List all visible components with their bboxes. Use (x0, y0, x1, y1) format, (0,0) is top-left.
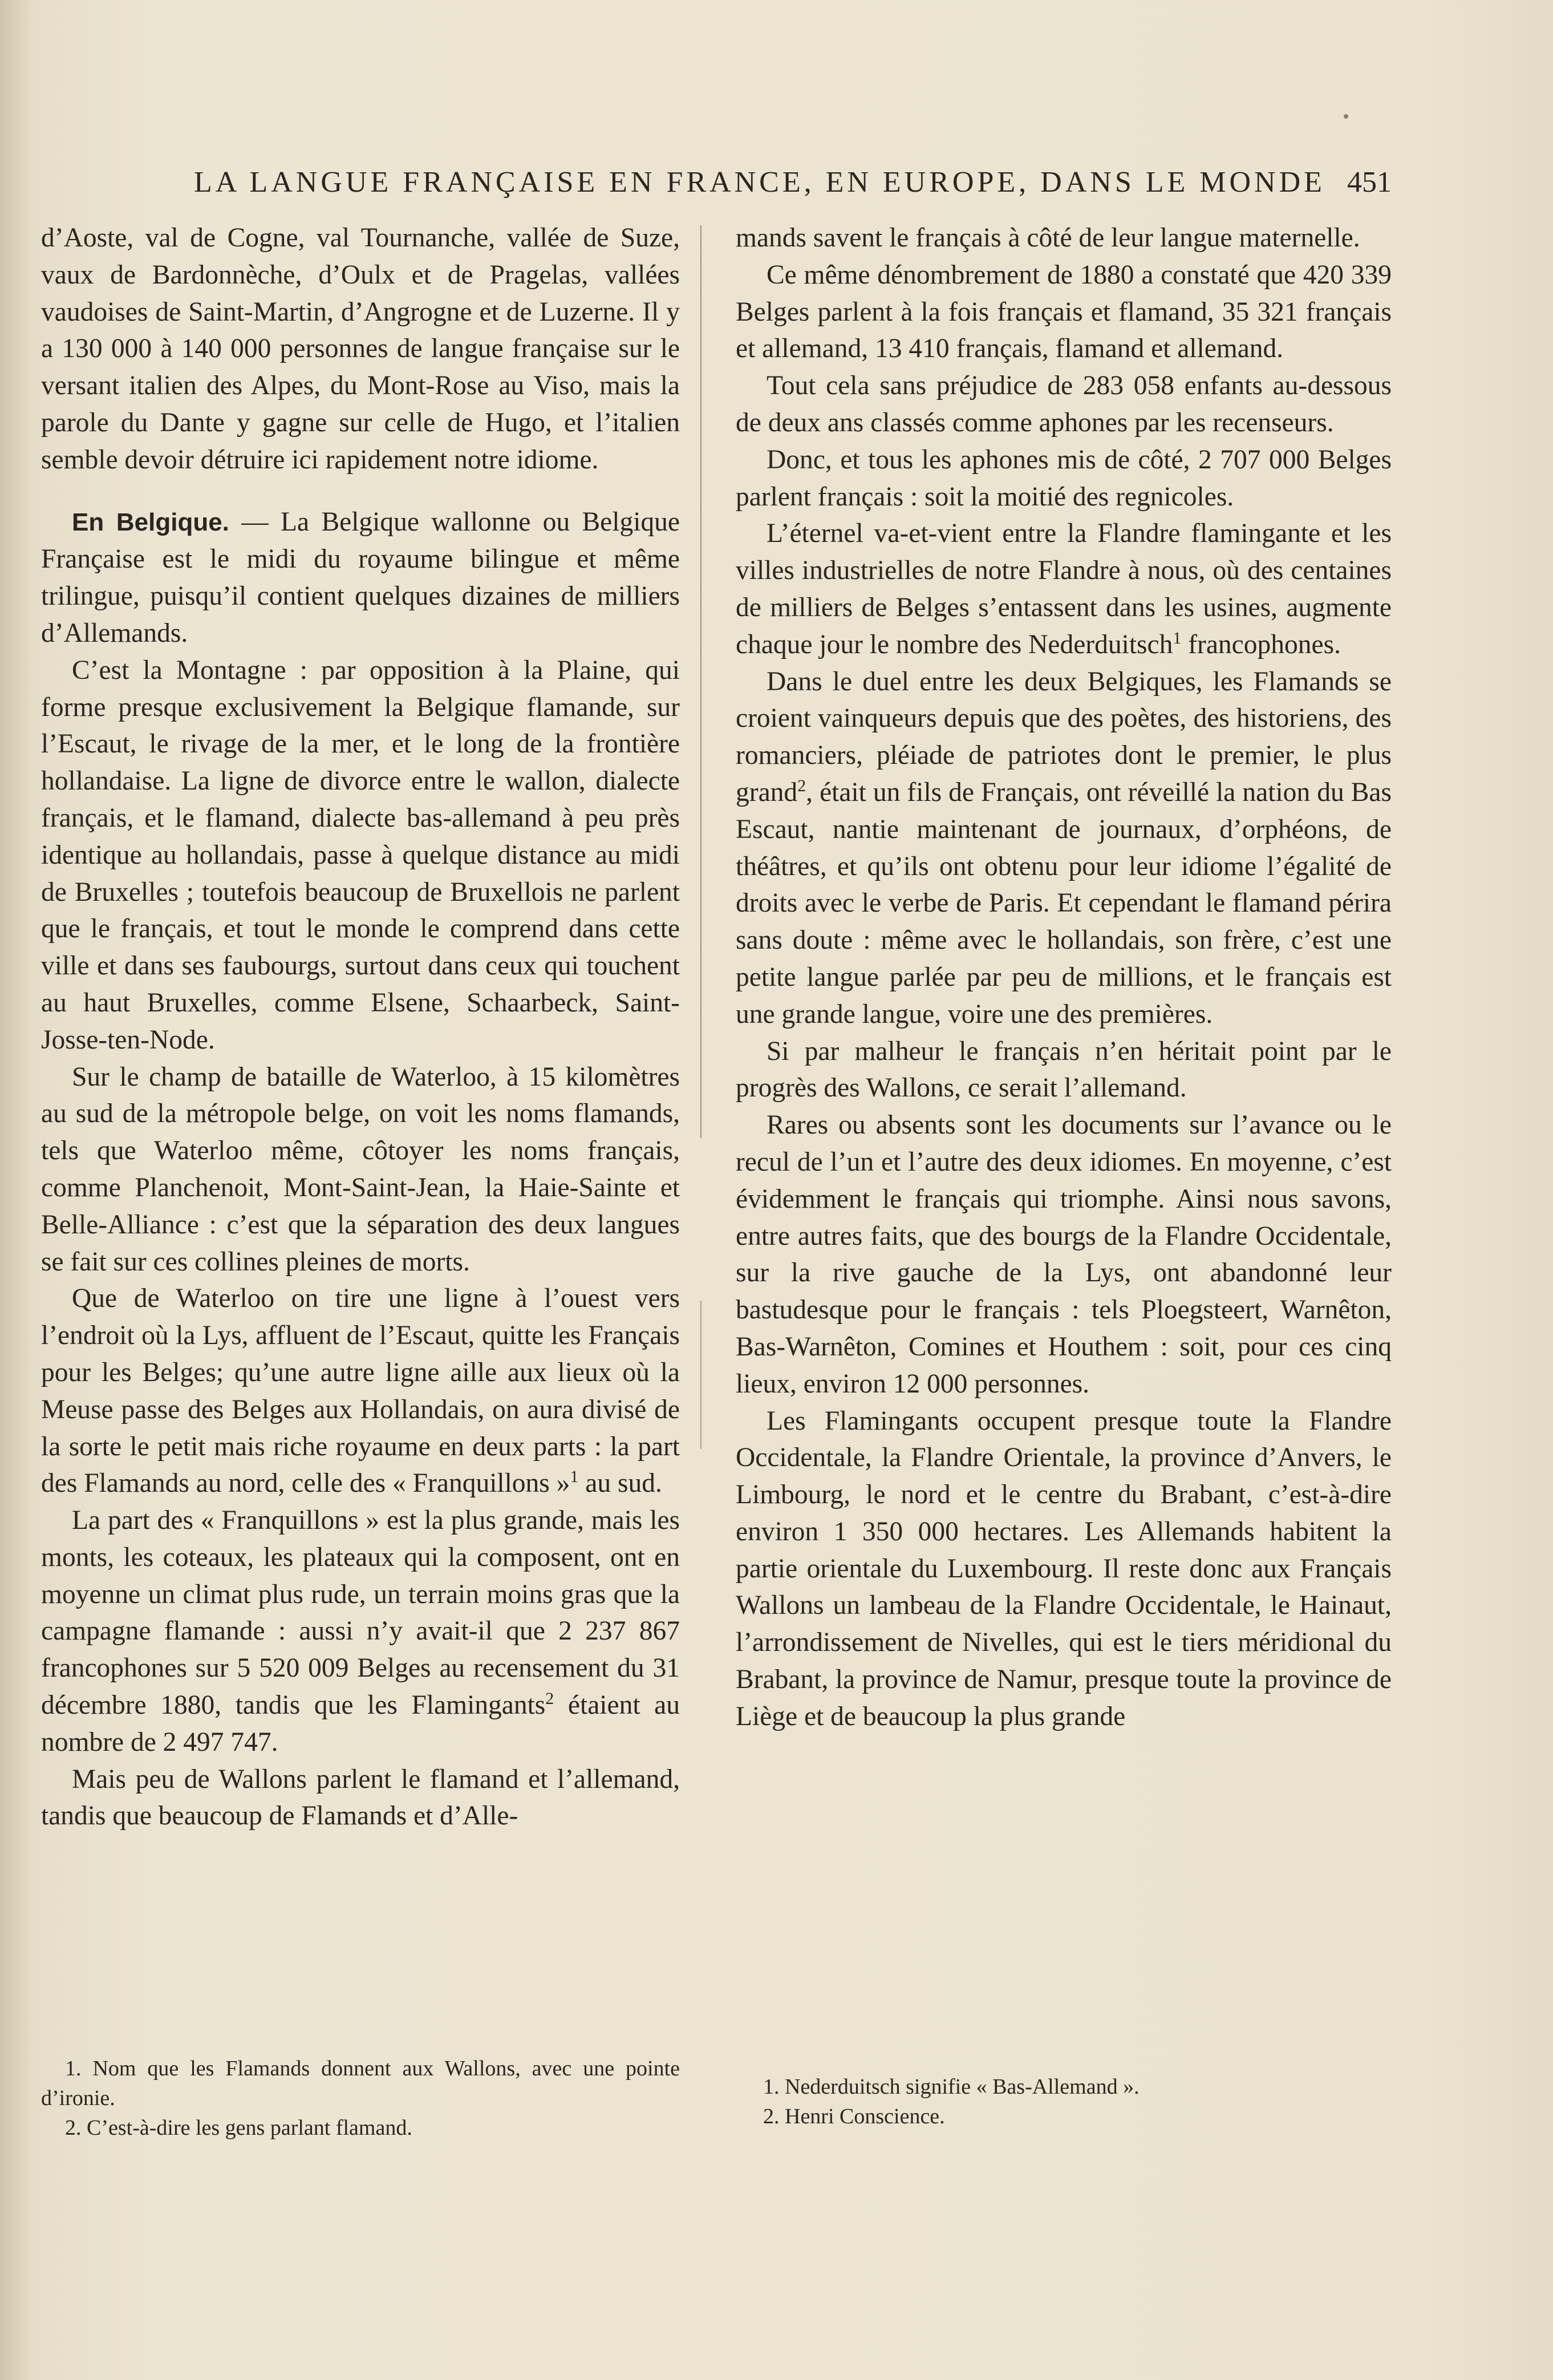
paragraph-text: , était un fils de Français, ont réveillé la nation du Bas Escaut, nantie maintenant de journaux, d’orphéons, de théâtres, et qu’ils ont obtenu pour leur idiome l’égalité de droits avec le verbe de Paris. Et cependant le flamand périra sans doute : même avec le hollandais, son frère, c’est une petite langue parlée par peu de millions, et le français est une grande langue, voire une des premières. (736, 777, 1392, 1029)
ink-spot (1344, 114, 1348, 119)
paragraph-text: La part des « Franquillons » est la plus grande, mais les monts, les coteaux, les plateaux qui la composent, ont en moyenne un climat plus rude, un terrain moins gras que la campagne flamande : aussi n’y avait-il que 2 237 867 francophones sur 5 520 009 Belges au recensement du 31 décembre 1880, tandis que les Flamingants (41, 1505, 680, 1721)
paragraph-text: L’éternel va-et-vient entre la Flandre flamingante et les villes industrielles de notre Flandre à nous, où des centaines de milliers de Belges s’entassent dans les usines, augmente chaque jour le nombre des Nederduitsch (736, 519, 1392, 659)
paragraph: Sur le champ de bataille de Waterloo, à 15 kilomètres au sud de la métropole belge, on voit les noms flamands, tels que Waterloo même, côtoyer les noms français, comme Planchenoit, Mont-Saint-Jean, la Haie-Sainte et Belle-Alliance : c’est que la séparation des deux langues se fait sur ces collines pleines de morts. (41, 1062, 680, 1277)
left-column (41, 220, 680, 1835)
paragraph: C’est la Montagne : par opposition à la Plaine, qui forme presque exclusivement la Belgique flamande, sur l’Escaut, le rivage de la mer, et le long de la frontière hollandaise. La ligne de divorce entre le wallon, dialecte français, et le flamand, dialecte bas-allemand à peu près identique au hollandais, passe à quelque distance au midi de Bruxelles ; toutefois beaucoup de Bruxellois ne parlent que le français, et tout le monde le comprend dans cette ville et dans ses faubourgs, surtout dans ceux qui touchent au haut Bruxelles, comme Elsene, Schaarbeck, Saint-Josse-ten-Node. (41, 655, 680, 1055)
paragraph (41, 1280, 680, 1502)
column-divider (700, 225, 702, 1138)
paragraph: Les Flamingants occupent presque toute la Flandre Occidentale, la Flandre Orientale, la province d’Anvers, le Limbourg, le nord et le centre du Brabant, c’est-à-dire environ 1 350 000 hectares. Les Allemands habitent la partie orientale du Luxembourg. Il reste donc aux Français Wallons un lambeau de la Flandre Occidentale, le Hainaut, l’arrondissement de Nivelles, qui est le tiers méridional du Brabant, la province de Namur, presque toute la province de Liège et de beaucoup la plus grande (736, 1406, 1392, 1731)
paragraph: Ce même dénombrement de 1880 a constaté que 420 339 Belges parlent à la fois français et flamand, 35 321 français et allemand, 13 410 français, flamand et allemand. (736, 260, 1392, 364)
page-number: 451 (1347, 166, 1392, 199)
paragraph-text: Dans le duel entre les deux Belgiques, les Flamands se croient vainqueurs depuis que des poètes, des historiens, des romanciers, pléiade de patriotes dont le premier, le plus grand (736, 666, 1392, 807)
footnote: 1. Nederduitsch signifie « Bas-Allemand ». (763, 2075, 1140, 2099)
paragraph: Si par malheur le français n’en héritait point par le progrès des Wallons, ce serait l’allemand. (736, 1036, 1392, 1103)
paragraph-text: au sud. (578, 1468, 662, 1499)
footnote-ref: 1 (570, 1467, 579, 1487)
column-divider-lower (700, 1301, 702, 1449)
page-header (194, 165, 1392, 211)
paragraph (736, 663, 1392, 1033)
paragraph (41, 1502, 680, 1761)
footnote: 2. Henri Conscience. (763, 2104, 945, 2128)
footnote-ref: 2 (797, 776, 806, 796)
paragraph-text: Que de Waterloo on tire une ligne à l’ouest vers l’endroit où la Lys, affluent de l’Escaut, quitte les Français pour les Belges; qu’une autre ligne aille aux lieux où la Meuse passe des Belges aux Hollandais, on aura divisé de la sorte le petit mais riche royaume en deux parts : la part des Flamands au nord, celle des « Franquillons » (41, 1284, 680, 1499)
footnote: 1. Nom que les Flamands donnent aux Wallons, avec une pointe d’ironie. (41, 2057, 680, 2110)
section-heading: En Belgique. (72, 508, 229, 536)
footnote-ref: 1 (1173, 628, 1182, 647)
paragraph-text: — La Belgique wallonne ou Belgique Française est le midi du royaume bilingue et même trilingue, puisqu’il contient quelques dizaines de milliers d’Allemands. (41, 507, 680, 648)
section-paragraph (41, 504, 680, 652)
paragraph: Mais peu de Wallons parlent le flamand et l’allemand, tandis que beaucoup de Flamands et d’Alle- (41, 1764, 680, 1831)
paragraph: Rares ou absents sont les documents sur l’avance ou le recul de l’un et l’autre des deux idiomes. En moyenne, c’est évidemment le français qui triomphe. Ainsi nous savons, entre autres faits, que des bourgs de la Flandre Occidentale, sur la rive gauche de la Lys, ont abandonné leur bastudesque pour le français : tels Ploegsteert, Warnêton, Bas-Warnêton, Comines et Houthem : soit, pour ces cinq lieux, environ 12 000 personnes. (736, 1110, 1392, 1399)
paragraph: d’Aoste, val de Cogne, val Tournanche, vallée de Suze, vaux de Bardonnèche, d’Oulx et de Pragelas, vallées vaudoises de Saint-Martin, d’Angrogne et de Luzerne. Il y a 130 000 à 140 000 personnes de langue française sur le versant italien des Alpes, du Mont-Rose au Viso, mais la parole du Dante y gagne sur celle de Hugo, et l’italien semble devoir détruire ici rapidement notre idiome. (41, 223, 680, 475)
footnote-ref: 2 (545, 1689, 554, 1709)
footnotes-right (763, 2072, 1390, 2131)
paragraph: mands savent le français à côté de leur langue maternelle. (736, 223, 1360, 253)
paragraph-text: francophones. (1181, 629, 1341, 659)
paragraph: Tout cela sans préjudice de 283 058 enfants au-dessous de deux ans classés comme aphones par les recenseurs. (736, 371, 1392, 438)
footnotes-left (41, 2054, 680, 2143)
running-title: LA LANGUE FRANÇAISE EN FRANCE, EN EUROPE, DANS LE MONDE (194, 166, 1325, 199)
paragraph: Donc, et tous les aphones mis de côté, 2 707 000 Belges parlent français : soit la moitié des regnicoles. (736, 444, 1392, 512)
footnote: 2. C’est-à-dire les gens parlant flamand. (65, 2116, 412, 2140)
right-column (736, 220, 1392, 1735)
paragraph-text: étaient au nombre de 2 497 747. (41, 1690, 680, 1757)
paragraph (736, 515, 1392, 663)
